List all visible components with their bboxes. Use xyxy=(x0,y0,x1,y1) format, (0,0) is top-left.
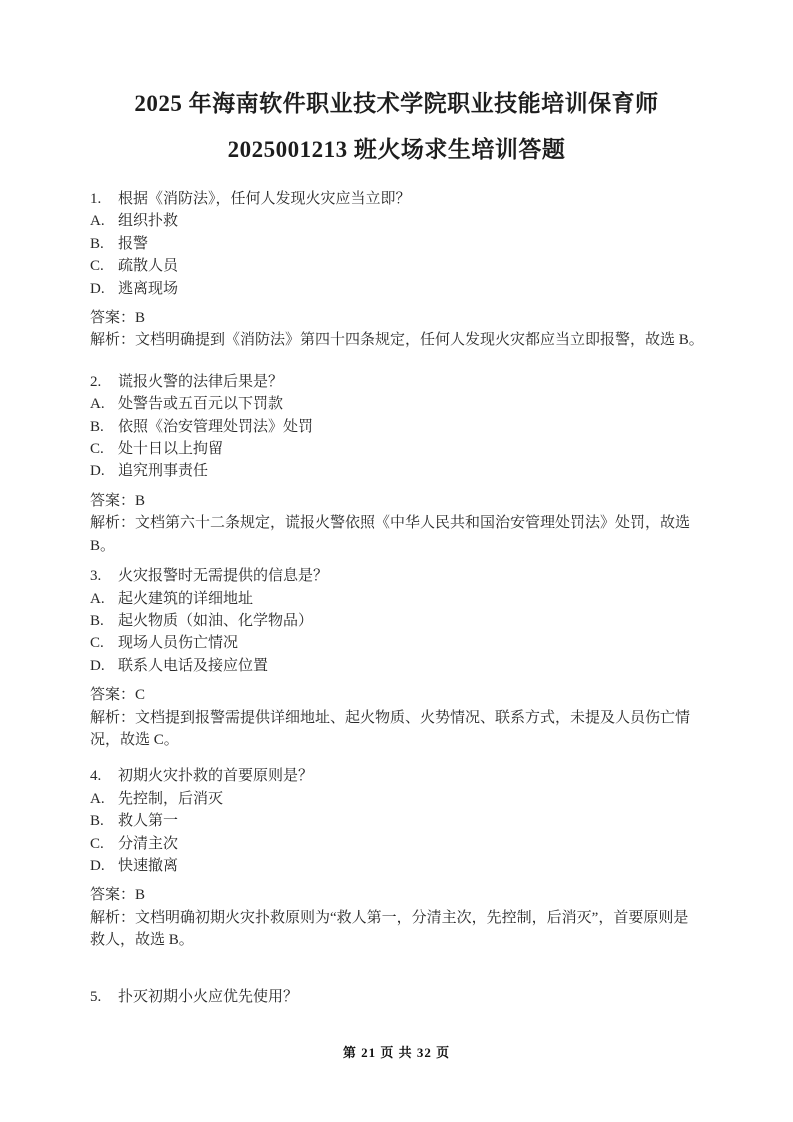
question-number: 5. xyxy=(90,988,102,1005)
option-letter: C. xyxy=(90,441,104,458)
question-text: 初期火灾扑救的首要原则是？ xyxy=(118,768,314,785)
answer-label: 答案： xyxy=(90,492,136,509)
option-text: 逃离现场 xyxy=(118,280,179,297)
option-text: 快速撤离 xyxy=(118,857,179,874)
question xyxy=(90,188,738,210)
question-block xyxy=(90,188,738,352)
question-text: 扑灭初期小火应优先使用？ xyxy=(118,988,299,1005)
option xyxy=(90,788,738,810)
analysis-line: 救人，故选 B。 xyxy=(90,932,194,949)
question xyxy=(90,986,738,1008)
option xyxy=(90,278,738,300)
option-letter: D. xyxy=(90,463,105,480)
option-letter: A. xyxy=(90,790,105,807)
option xyxy=(90,255,738,277)
question-number: 2. xyxy=(90,373,102,390)
option xyxy=(90,810,738,832)
question-block xyxy=(90,986,738,1008)
answer-line xyxy=(90,490,738,512)
question-block xyxy=(90,765,738,951)
answer-label: 答案： xyxy=(90,887,136,904)
option-letter: C. xyxy=(90,835,104,852)
analysis-line: 解析：文档第六十二条规定，谎报火警依照《中华人民共和国治安管理处罚法》处罚，故选 xyxy=(90,515,691,532)
option-text: 处十日以上拘留 xyxy=(118,441,224,458)
question xyxy=(90,765,738,787)
option-letter: B. xyxy=(90,235,104,252)
answer-section xyxy=(90,684,738,751)
option-text: 起火建筑的详细地址 xyxy=(118,590,254,607)
option xyxy=(90,460,738,482)
option-letter: B. xyxy=(90,612,104,629)
option xyxy=(90,393,738,415)
option-letter: A. xyxy=(90,213,105,230)
analysis-line: 解析：文档提到报警需提供详细地址、起火物质、火势情况、联系方式，未提及人员伤亡情 xyxy=(90,709,691,726)
doc-title-line1: 2025 年海南软件职业技术学院职业技能培训保育师 xyxy=(134,91,659,116)
option-text: 先控制，后消灭 xyxy=(118,790,224,807)
answer-section xyxy=(90,307,738,352)
page-footer: 第 21 页 共 32 页 xyxy=(342,1045,451,1060)
option xyxy=(90,833,738,855)
answer-line xyxy=(90,684,738,706)
option xyxy=(90,632,738,654)
option xyxy=(90,855,738,877)
option-letter: C. xyxy=(90,635,104,652)
question-block xyxy=(90,371,738,557)
option-letter: B. xyxy=(90,418,104,435)
option xyxy=(90,588,738,610)
answer-value: B xyxy=(135,887,146,904)
option-text: 追究刑事责任 xyxy=(118,463,209,480)
answer-label: 答案： xyxy=(90,310,136,327)
questions-container xyxy=(90,188,738,1008)
analysis-line: B。 xyxy=(90,537,116,554)
option xyxy=(90,610,738,632)
analysis-line: 况，故选 C。 xyxy=(90,731,179,748)
question-text: 谎报火警的法律后果是？ xyxy=(118,373,284,390)
answer-line xyxy=(90,307,738,329)
option xyxy=(90,233,738,255)
question xyxy=(90,371,738,393)
option xyxy=(90,438,738,460)
option-letter: B. xyxy=(90,813,104,830)
option-text: 报警 xyxy=(118,235,149,252)
question-text: 根据《消防法》，任何人发现火灾应当立即？ xyxy=(118,191,411,207)
option-text: 组织扑救 xyxy=(118,213,179,230)
doc-title-line2: 2025001213 班火场求生培训答题 xyxy=(227,137,566,162)
option-text: 处警告或五百元以下罚款 xyxy=(118,396,284,413)
option-text: 疏散人员 xyxy=(118,258,179,275)
answer-label: 答案： xyxy=(90,687,136,704)
option-letter: A. xyxy=(90,396,105,413)
option xyxy=(90,655,738,677)
option-text: 起火物质（如油、化学物品） xyxy=(118,612,314,629)
doc-header xyxy=(0,0,793,166)
answer-value: B xyxy=(135,492,146,509)
option-letter: A. xyxy=(90,590,105,607)
answer-line xyxy=(90,884,738,906)
question-number: 1. xyxy=(90,191,102,207)
option-letter: D. xyxy=(90,280,105,297)
question-text: 火灾报警时无需提供的信息是？ xyxy=(118,568,329,585)
analysis-line: 解析：文档明确提到《消防法》第四十四条规定，任何人发现火灾都应当立即报警，故选 B。 xyxy=(90,332,704,349)
option-text: 依照《治安管理处罚法》处罚 xyxy=(118,418,314,435)
analysis-line: 解析：文档明确初期火灾扑救原则为“救人第一，分清主次，先控制，后消灭”，首要原则是 xyxy=(90,909,689,926)
answer-section xyxy=(90,490,738,557)
question-number: 4. xyxy=(90,768,102,785)
question-block xyxy=(90,565,738,751)
question xyxy=(90,565,738,587)
option-letter: D. xyxy=(90,657,105,674)
answer-value: B xyxy=(135,310,146,327)
option-text: 联系人电话及接应位置 xyxy=(118,657,269,674)
option-text: 救人第一 xyxy=(118,813,179,830)
option-text: 分清主次 xyxy=(118,835,179,852)
option xyxy=(90,210,738,232)
option xyxy=(90,416,738,438)
option-letter: C. xyxy=(90,258,104,275)
option-text: 现场人员伤亡情况 xyxy=(118,635,239,652)
answer-value: C xyxy=(135,687,146,704)
option-letter: D. xyxy=(90,857,105,874)
answer-section xyxy=(90,884,738,951)
question-number: 3. xyxy=(90,568,102,585)
